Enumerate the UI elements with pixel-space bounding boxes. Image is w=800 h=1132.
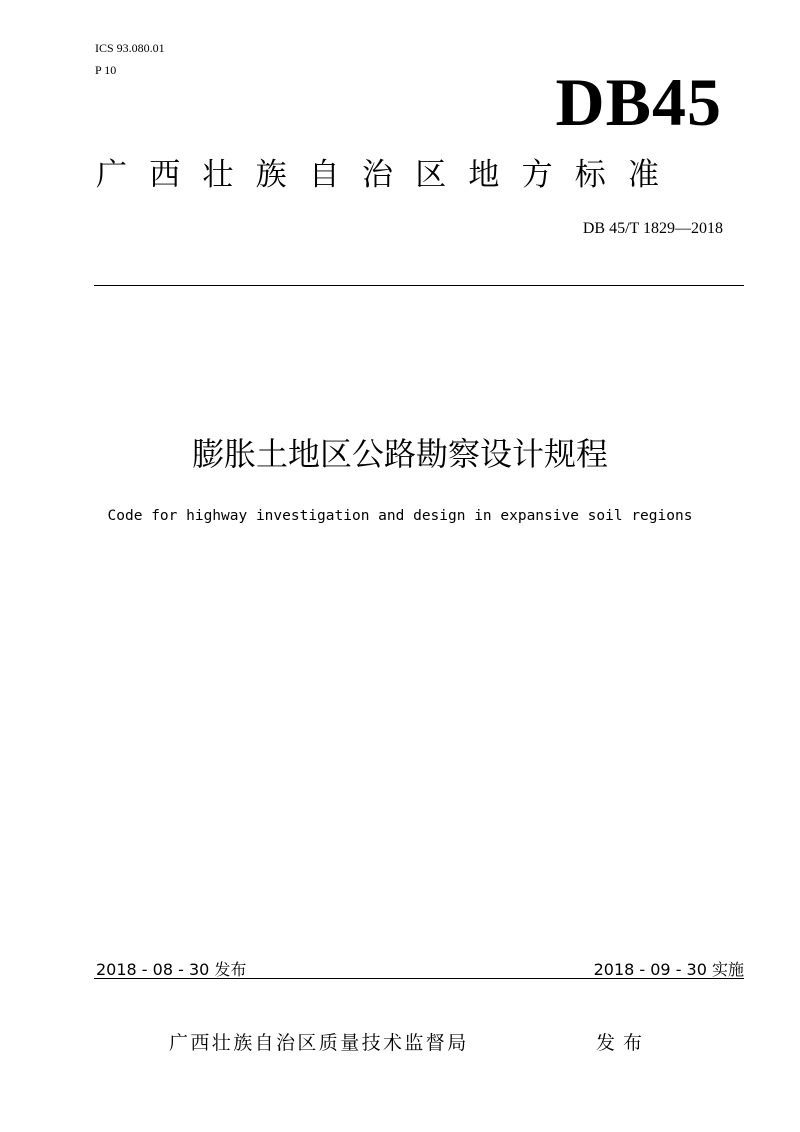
release-date: 2018 - 08 - 30 发布 xyxy=(96,960,247,979)
header-divider xyxy=(94,285,744,286)
footer-divider xyxy=(94,978,744,979)
document-title-english: Code for highway investigation and design in expansive soil regions xyxy=(107,508,693,524)
classification-code: P 10 xyxy=(95,63,117,77)
standard-logo: DB45 xyxy=(555,64,722,140)
standard-type-heading: 广西壮族自治区地方标准 xyxy=(96,157,682,193)
issuing-authority: 广西壮族自治区质量技术监督局 xyxy=(169,1032,469,1054)
document-title-chinese: 膨胀土地区公路勘察设计规程 xyxy=(191,435,608,473)
issue-label: 发布 xyxy=(596,1032,651,1054)
implementation-date: 2018 - 09 - 30 实施 xyxy=(593,960,744,979)
ics-code: ICS 93.080.01 xyxy=(95,41,165,55)
standard-number: DB 45/T 1829—2018 xyxy=(582,220,723,237)
